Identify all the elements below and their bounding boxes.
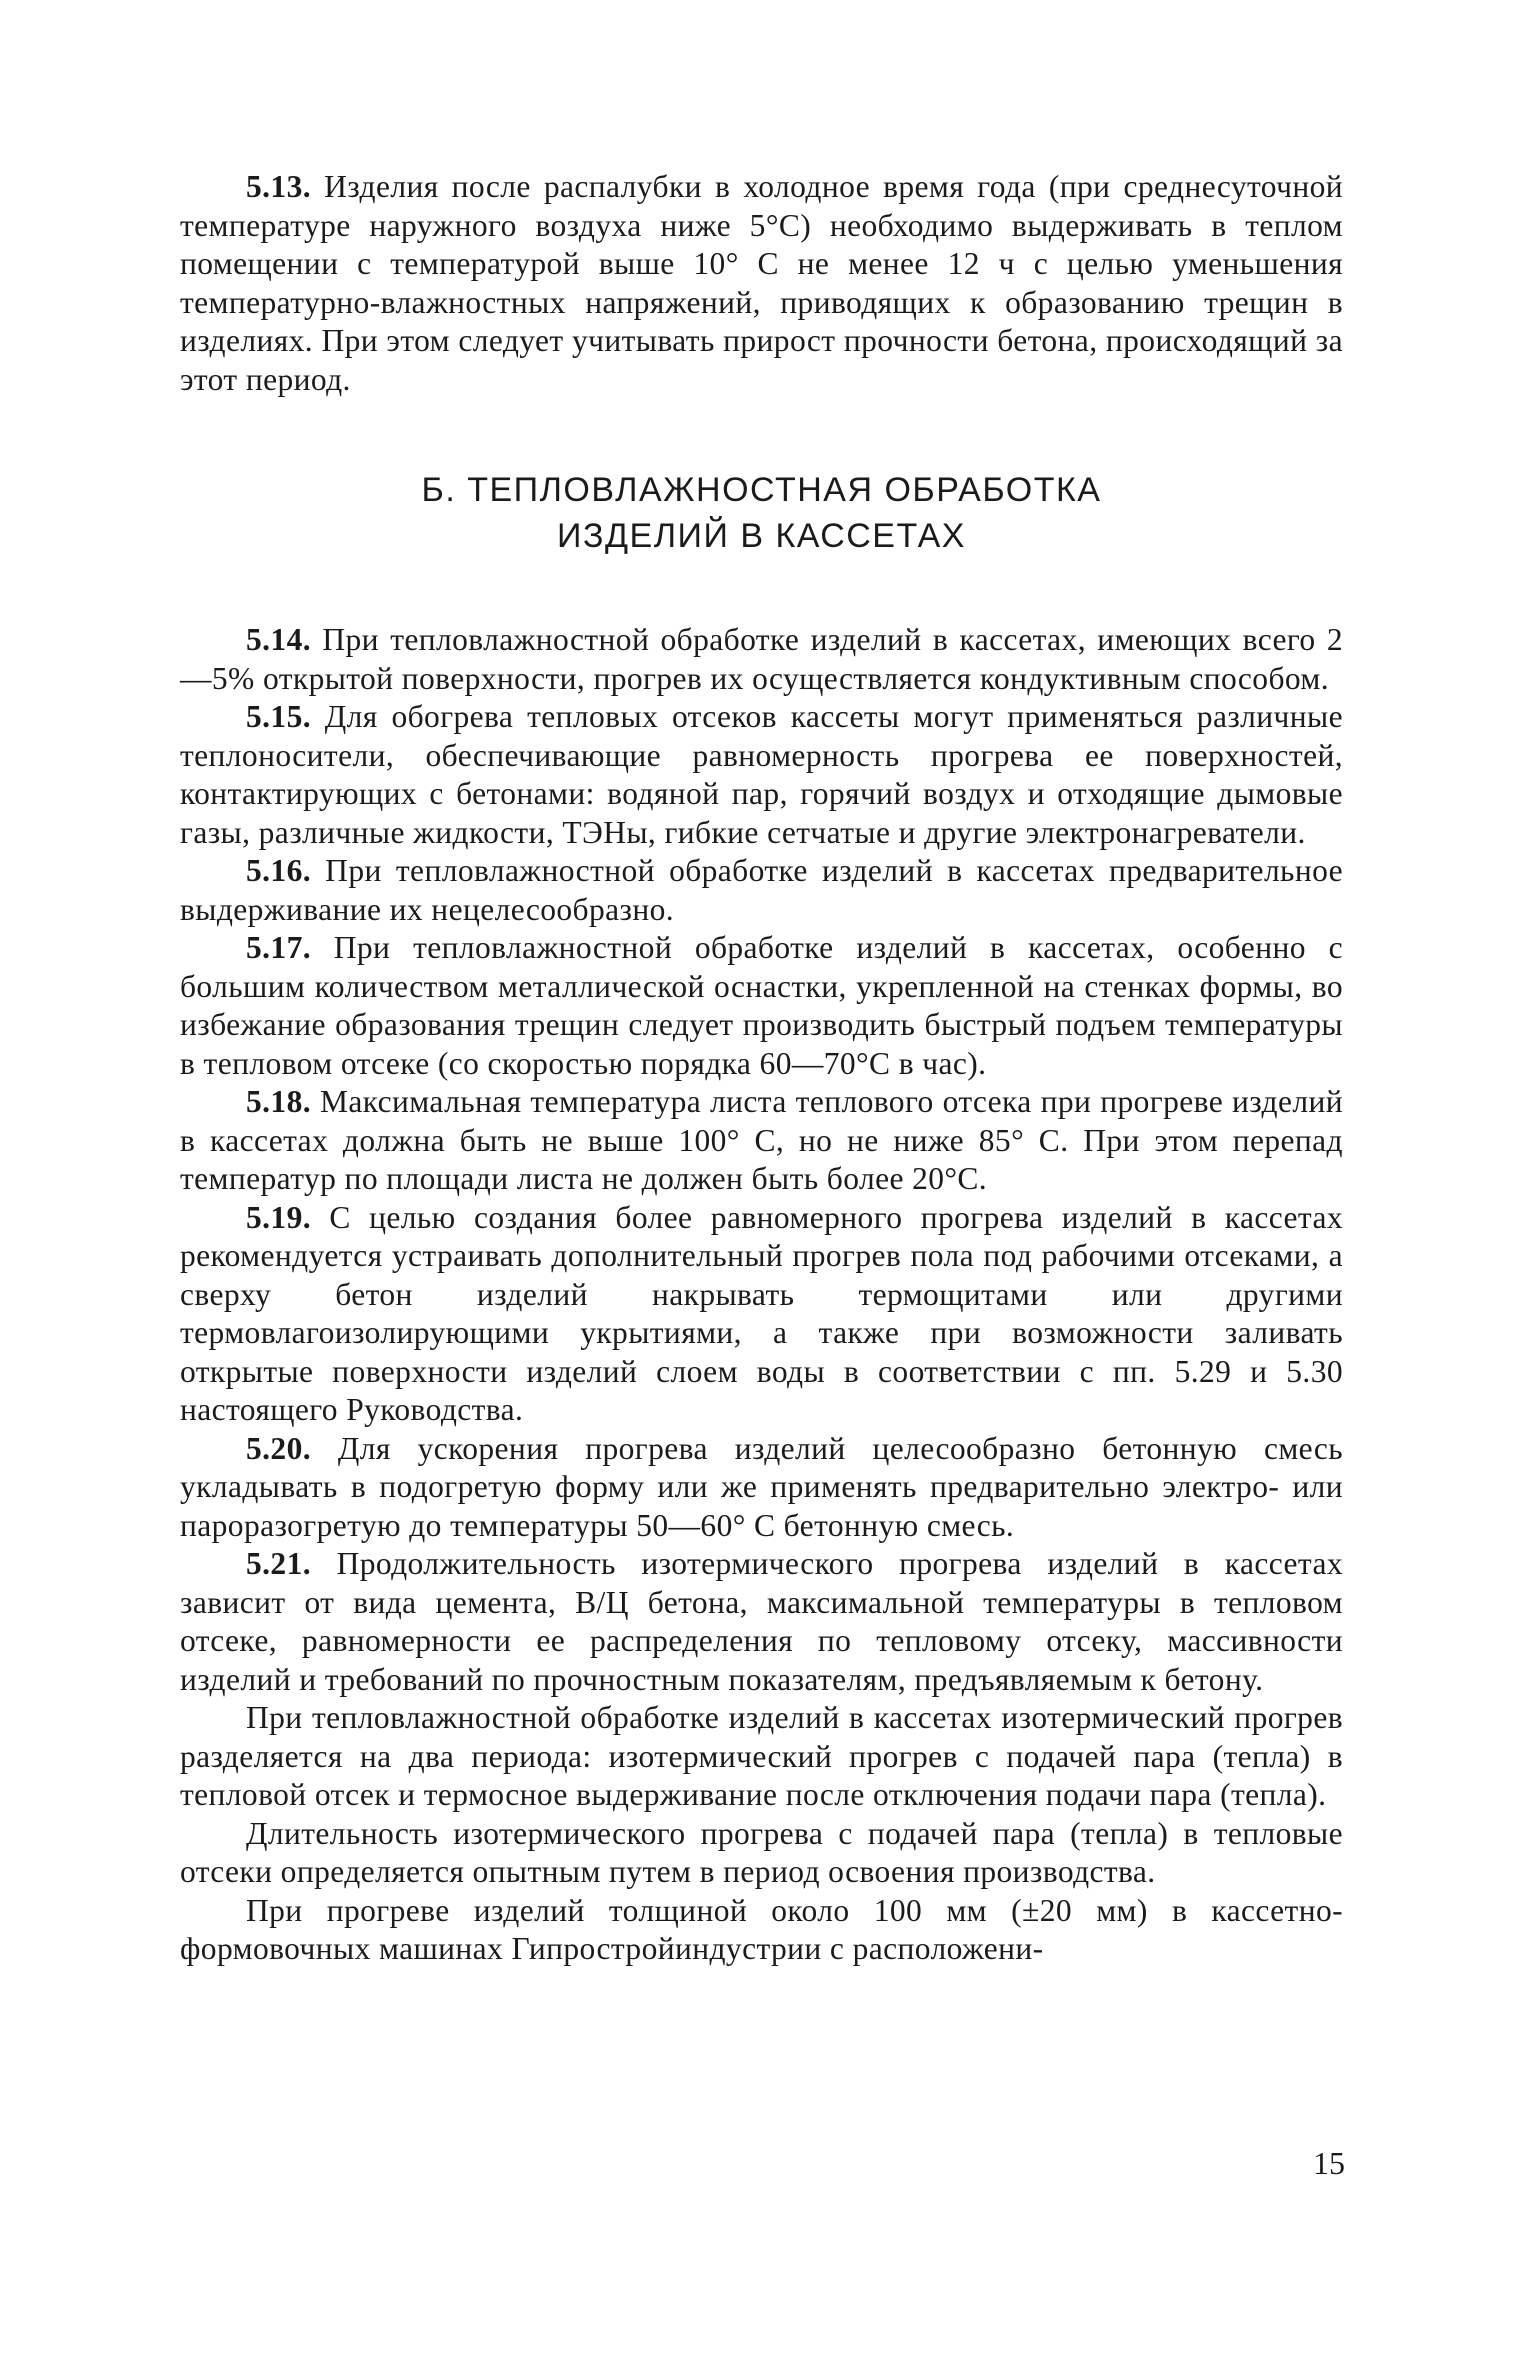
- paragraph-text: Для ускорения прогрева изделий целесообразно бетонную смесь укладывать в подогретую форму или же применять предварительно электро- или пароразогретую до температуры 50—60° C бетонную смесь.: [180, 1430, 1343, 1543]
- paragraph-duration: [180, 1815, 1343, 1892]
- paragraph-text: При тепловлажностной обработке изделий в кассетах изотермический прогрев разделяется на два периода: изотермический прогрев с подачей пара (тепла) в тепловой отсек и термосное выдерживание после отключения подачи пара (тепла).: [180, 1700, 1343, 1812]
- paragraph-5-18: [180, 1083, 1343, 1199]
- paragraph-5-20: [180, 1430, 1343, 1546]
- section-heading-line-2: ИЗДЕЛИЙ В КАССЕТАХ: [557, 517, 966, 555]
- paragraph-text: Изделия после распалубки в холодное время года (при среднесуточной температуре наружного воздуха ниже 5°C) необходимо выдерживать в теплом помещении с температурой выше 10° C не менее 12 ч с целью уменьшения температурно-влажностных напряжений, приводящих к образованию трещин в изделиях. При этом следует учитывать прирост прочности бетона, происходящий за этот период.: [180, 169, 1343, 397]
- paragraph-number: 5.14.: [246, 622, 311, 657]
- page-number: 15: [1313, 2145, 1345, 2181]
- section-heading: [180, 467, 1343, 559]
- paragraph-5-19: [180, 1199, 1343, 1430]
- paragraph-5-17: [180, 929, 1343, 1083]
- section-heading-line-1: Б. ТЕПЛОВЛАЖНОСТНАЯ ОБРАБОТКА: [421, 471, 1102, 509]
- paragraph-5-13: [180, 168, 1343, 399]
- paragraph-5-16: [180, 852, 1343, 929]
- paragraph-text: Для обогрева тепловых отсеков кассеты могут применяться различные теплоносители, обеспечивающие равномерность прогрева ее поверхностей, контактирующих с бетонами: водяной пар, горячий воздух и отходящие дымовые газы, различные жидкости, ТЭНы, гибкие сетчатые и другие электронагреватели.: [180, 699, 1343, 850]
- paragraph-number: 5.18.: [246, 1084, 311, 1119]
- paragraph-5-14: [180, 621, 1343, 698]
- paragraph-text: Максимальная температура листа теплового отсека при прогреве изделий в кассетах должна быть не выше 100° C, но не ниже 85° C. При этом перепад температур по площади листа не должен быть более 20°C.: [180, 1084, 1343, 1196]
- paragraph-text: При прогреве изделий толщиной около 100 мм (±20 мм) в кассетно-формовочных машинах Гипростройиндустрии с расположени-: [180, 1892, 1343, 1966]
- paragraph-number: 5.19.: [246, 1199, 311, 1235]
- paragraph-periods: [180, 1699, 1343, 1815]
- paragraph-thickness: [180, 1892, 1343, 1969]
- paragraph-number: 5.16.: [246, 853, 311, 888]
- paragraph-number: 5.17.: [246, 930, 311, 965]
- paragraph-5-21: [180, 1545, 1343, 1699]
- paragraph-text: Продолжительность изотермического прогрева изделий в кассетах зависит от вида цемента, В/Ц бетона, максимальной температуры в тепловом отсеке, равномерности ее распределения по тепловому отсеку, массивности изделий и требований по прочностным показателям, предъявляемым к бетону.: [180, 1546, 1343, 1697]
- paragraph-text: При тепловлажностной обработке изделий в кассетах, особенно с большим количеством металлической оснастки, укрепленной на стенках формы, во избежание образования трещин следует производить быстрый подъем температуры в тепловом отсеке (со скоростью порядка 60—70°C в час).: [180, 930, 1343, 1081]
- paragraph-number: 5.21.: [246, 1546, 311, 1581]
- paragraph-text: При тепловлажностной обработке изделий в кассетах предварительное выдерживание их нецелесообразно.: [180, 853, 1343, 927]
- paragraph-number: 5.15.: [246, 699, 311, 734]
- paragraph-text: При тепловлажностной обработке изделий в кассетах, имеющих всего 2—5% открытой поверхности, прогрев их осуществляется кондуктивным способом.: [180, 622, 1343, 696]
- paragraph-number: 5.20.: [246, 1430, 311, 1466]
- paragraph-text: Длительность изотермического прогрева с подачей пара (тепла) в тепловые отсеки определяется опытным путем в период освоения производства.: [180, 1815, 1343, 1889]
- paragraph-text: С целью создания более равномерного прогрева изделий в кассетах рекомендуется устраивать дополнительный прогрев пола под рабочими отсеками, а сверху бетон изделий накрывать термощитами или другими термовлагоизолирующими укрытиями, а также при возможности заливать открытые поверхности изделий слоем воды в соответствии с пп. 5.29 и 5.30 настоящего Руководства.: [180, 1199, 1343, 1427]
- paragraph-number: 5.13.: [246, 169, 311, 204]
- paragraph-5-15: [180, 698, 1343, 852]
